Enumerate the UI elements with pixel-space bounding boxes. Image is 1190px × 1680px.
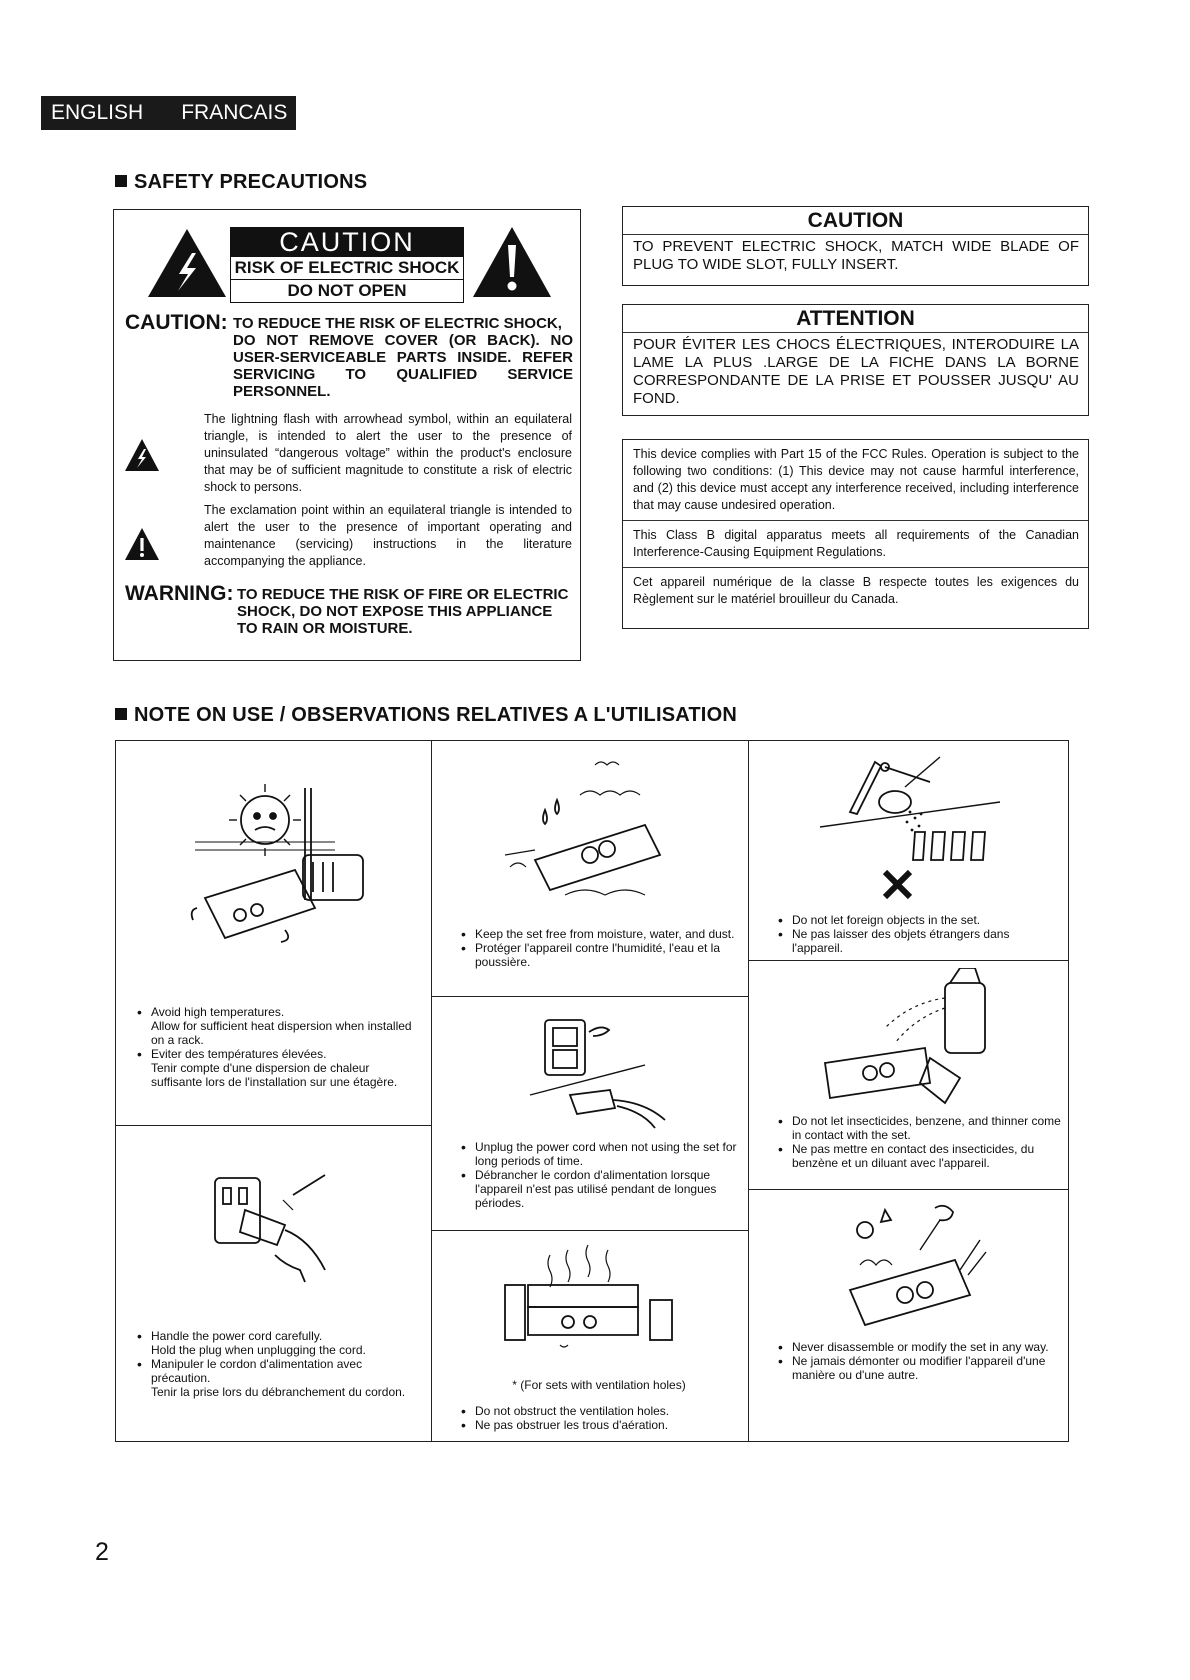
warning-body: SHOCK, DO NOT EXPOSE THIS APPLIANCE TO RAIN OR MOISTURE.	[237, 603, 553, 637]
lightning-warning-icon	[146, 227, 228, 299]
lightning-text: The lightning flash with arrowhead symbol, within an equilateral triangle, is intended to alert the user to the presence of uninsulated “dangerous voltage” within the product's enclosure that may be of sufficient magnitude to constitute a risk of electric shock to persons.	[204, 412, 572, 494]
safety-title: SAFETY PRECAUTIONS	[115, 171, 367, 194]
warning-prefix: WARNING:	[125, 582, 234, 605]
note-foreign	[778, 913, 1063, 955]
foreign-objects-illustration-icon	[815, 752, 1005, 902]
grid-divider	[431, 996, 748, 997]
note-disassemble-b1: • Never disassemble or modify the set in any way.	[778, 1340, 1063, 1354]
note-temperature	[137, 1005, 413, 1089]
note-foreign-b1: • Do not let foreign objects in the set.	[778, 913, 1063, 927]
warning-line1: TO REDUCE THE RISK OF FIRE OR ELECTRIC	[237, 586, 569, 603]
caution-box-text: TO PREVENT ELECTRIC SHOCK, MATCH WIDE BLADE OF PLUG TO WIDE SLOT, FULLY INSERT.	[633, 238, 1079, 273]
note-temp-b1: Avoid high temperatures.	[151, 1005, 285, 1019]
ventilation-illustration-icon	[500, 1240, 680, 1360]
exclamation-text: The exclamation point within an equilateral triangle is intended to alert the user to the presence of important operating and maintenance (servicing) instructions in the literature accompanying the appliance.	[204, 503, 572, 568]
square-bullet-icon	[115, 175, 127, 187]
attention-box	[622, 304, 1089, 416]
small-lightning-icon	[124, 438, 160, 472]
caution-line1: TO REDUCE THE RISK OF ELECTRIC SHOCK,	[233, 315, 562, 332]
caution-label: CAUTION	[230, 227, 464, 257]
note-cord-b2: Manipuler le cordon d'alimentation avec précaution.	[151, 1357, 363, 1385]
insecticide-illustration-icon	[815, 968, 1000, 1113]
grid-divider	[748, 1189, 1068, 1190]
note-unplug	[461, 1140, 737, 1210]
do-not-open-label: DO NOT OPEN	[231, 279, 463, 302]
fcc-text: This device complies with Part 15 of the FCC Rules. Operation is subject to the following two conditions: (1) This device may not cause harmful interference, and (2) this device must accept any interference received, including interference that may cause undesired operation.	[633, 447, 1079, 512]
note-temp-b2-sub: Tenir compte d'une dispersion de chaleur suffisante lors de l'installation sur une étagère.	[151, 1061, 398, 1089]
unplug-illustration-icon	[525, 1010, 675, 1130]
page-number: 2	[95, 1538, 109, 1566]
language-bar	[41, 96, 296, 130]
note-vent-b1: • Do not obstruct the ventilation holes.	[461, 1404, 737, 1418]
note-unplug-b1: • Unplug the power cord when not using the set for long periods of time.	[461, 1140, 737, 1168]
note-moisture-b2: • Protéger l'appareil contre l'humidité, l'eau et la poussière.	[461, 941, 737, 969]
note-foreign-b2: • Ne pas laisser des objets étrangers dans l'appareil.	[778, 927, 1063, 955]
note-cord-b1: Handle the power cord carefully.	[151, 1329, 323, 1343]
caution-body: DO NOT REMOVE COVER (OR BACK). NO USER-SERVICEABLE PARTS INSIDE. REFER SERVICING TO QUALIFIED SERVICE PERSONNEL.	[233, 332, 573, 400]
heat-illustration-icon	[185, 780, 375, 955]
grid-divider	[748, 741, 749, 1441]
grid-divider	[431, 741, 432, 1441]
canada-text-en: This Class B digital apparatus meets all requirements of the Canadian Interference-Causing Equipment Regulations.	[623, 520, 1088, 567]
attention-box-title: ATTENTION	[623, 305, 1088, 333]
grid-divider	[116, 1125, 431, 1126]
note-vent	[461, 1378, 737, 1432]
fcc-box	[622, 439, 1089, 629]
risk-label: RISK OF ELECTRIC SHOCK	[234, 258, 460, 277]
note-insect	[778, 1114, 1063, 1170]
note-unplug-b2: • Débrancher le cordon d'alimentation lorsque l'appareil n'est pas utilisé pendant de longues périodes.	[461, 1168, 737, 1210]
caution-box	[622, 206, 1089, 286]
grid-divider	[431, 1230, 748, 1231]
note-moisture	[461, 927, 737, 969]
note-vent-star: * (For sets with ventilation holes)	[512, 1378, 686, 1392]
note-insect-b2: • Ne pas mettre en contact des insecticides, du benzène et un diluant avec l'appareil.	[778, 1142, 1063, 1170]
canada-text-fr: Cet appareil numérique de la classe B respecte toutes les exigences du Règlement sur le matériel brouilleur du Canada.	[623, 567, 1088, 614]
note-temp-b2: Eviter des températures élevées.	[151, 1047, 327, 1061]
note-insect-b1: • Do not let insecticides, benzene, and thinner come in contact with the set.	[778, 1114, 1063, 1142]
note-vent-b2: • Ne pas obstruer les trous d'aération.	[461, 1418, 737, 1432]
caution-box-title: CAUTION	[623, 207, 1088, 235]
note-cord	[137, 1329, 413, 1399]
exclamation-warning-icon	[471, 225, 553, 299]
note-disassemble	[778, 1340, 1063, 1382]
note-temp-b1-sub: Allow for sufficient heat dispersion when installed on a rack.	[151, 1019, 412, 1047]
note-cord-b2-sub: Tenir la prise lors du débranchement du cordon.	[151, 1385, 406, 1399]
note-moisture-b1: • Keep the set free from moisture, water, and dust.	[461, 927, 737, 941]
grid-divider	[748, 960, 1068, 961]
note-title: NOTE ON USE / OBSERVATIONS RELATIVES A L'UTILISATION	[115, 704, 737, 727]
lang-francais: FRANCAIS	[181, 101, 288, 124]
square-bullet-icon	[115, 708, 127, 720]
attention-box-text: POUR ÉVITER LES CHOCS ÉLECTRIQUES, INTERODUIRE LA LAME LA PLUS .LARGE DE LA FICHE DANS LA BORNE CORRESPONDANTE DE LA PRISE ET POUSSER JUSQU' AU FOND.	[633, 336, 1079, 407]
note-disassemble-b2: • Ne jamais démonter ou modifier l'appareil d'une manière ou d'une autre.	[778, 1354, 1063, 1382]
moisture-illustration-icon	[495, 755, 695, 905]
power-cord-illustration-icon	[205, 1170, 355, 1285]
caution-prefix: CAUTION:	[125, 311, 228, 334]
caution-label-block	[230, 227, 464, 303]
disassemble-illustration-icon	[840, 1200, 990, 1330]
note-cord-b1-sub: Hold the plug when unplugging the cord.	[151, 1343, 366, 1357]
lang-english: ENGLISH	[51, 101, 144, 124]
small-exclamation-icon	[124, 527, 160, 561]
